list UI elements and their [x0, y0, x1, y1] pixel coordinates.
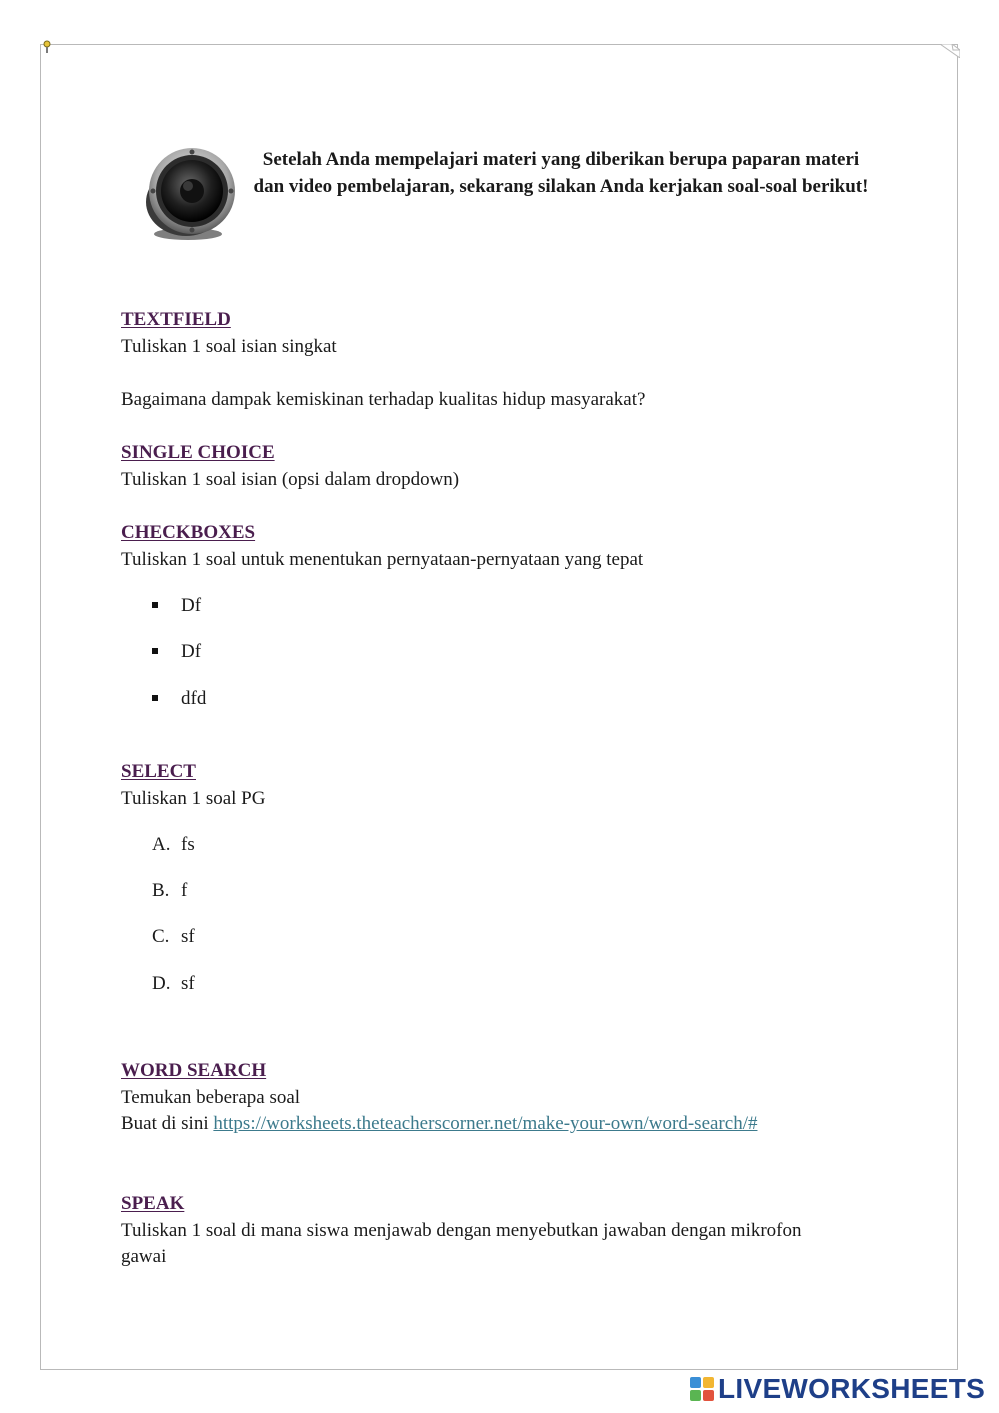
- liveworksheets-logo-icon: [690, 1377, 714, 1401]
- option-letter: A.: [152, 834, 171, 855]
- speaker-icon: [140, 144, 240, 244]
- bullet-square-icon: [152, 602, 158, 608]
- list-item-text: Df: [181, 641, 202, 662]
- option-text: fs: [181, 834, 195, 855]
- checkboxes-heading: CHECKBOXES: [121, 522, 256, 543]
- word-search-heading: WORD SEARCH: [121, 1060, 267, 1081]
- brand-name: LIVEWORKSHEETS: [718, 1373, 986, 1404]
- checkboxes-instruction: Tuliskan 1 soal untuk menentukan pernyataan-pernyataan yang tepat: [121, 549, 644, 570]
- single-choice-heading: SINGLE CHOICE: [121, 442, 275, 463]
- speak-heading: SPEAK: [121, 1193, 185, 1214]
- option-letter: B.: [152, 880, 170, 901]
- select-instruction: Tuliskan 1 soal PG: [121, 788, 266, 809]
- option-letter: D.: [152, 973, 171, 994]
- textfield-question: Bagaimana dampak kemiskinan terhadap kualitas hidup masyarakat?: [121, 389, 646, 410]
- list-item-text: Df: [181, 595, 202, 616]
- speak-instruction-line1: Tuliskan 1 soal di mana siswa menjawab dengan menyebutkan jawaban dengan mikrofon: [121, 1220, 802, 1241]
- option-letter: C.: [152, 926, 170, 947]
- pin-icon: [42, 40, 52, 54]
- option-text: sf: [181, 973, 195, 994]
- speak-instruction-line2: gawai: [121, 1246, 167, 1267]
- textfield-instruction: Tuliskan 1 soal isian singkat: [121, 336, 337, 357]
- bullet-square-icon: [152, 648, 158, 654]
- word-search-link-prefix: Buat di sini: [121, 1113, 214, 1134]
- page-corner-fold: [940, 44, 960, 58]
- list-item-text: dfd: [181, 688, 207, 709]
- single-choice-instruction: Tuliskan 1 soal isian (opsi dalam dropdown): [121, 469, 460, 490]
- option-text: f: [181, 880, 188, 901]
- liveworksheets-brand: [690, 1372, 985, 1406]
- textfield-heading: TEXTFIELD: [121, 309, 231, 330]
- word-search-instruction: Temukan beberapa soal: [121, 1087, 301, 1108]
- word-search-link-line: [121, 1111, 757, 1137]
- word-search-link[interactable]: https://worksheets.theteacherscorner.net/make-your-own/word-search/#: [213, 1113, 758, 1134]
- intro-text: Setelah Anda mempelajari materi yang diberikan berupa paparan materi dan video pembelajaran, sekarang silakan Anda kerjakan soal-soal berikut!: [253, 149, 869, 197]
- option-text: sf: [181, 926, 195, 947]
- select-heading: SELECT: [121, 761, 196, 782]
- bullet-square-icon: [152, 695, 158, 701]
